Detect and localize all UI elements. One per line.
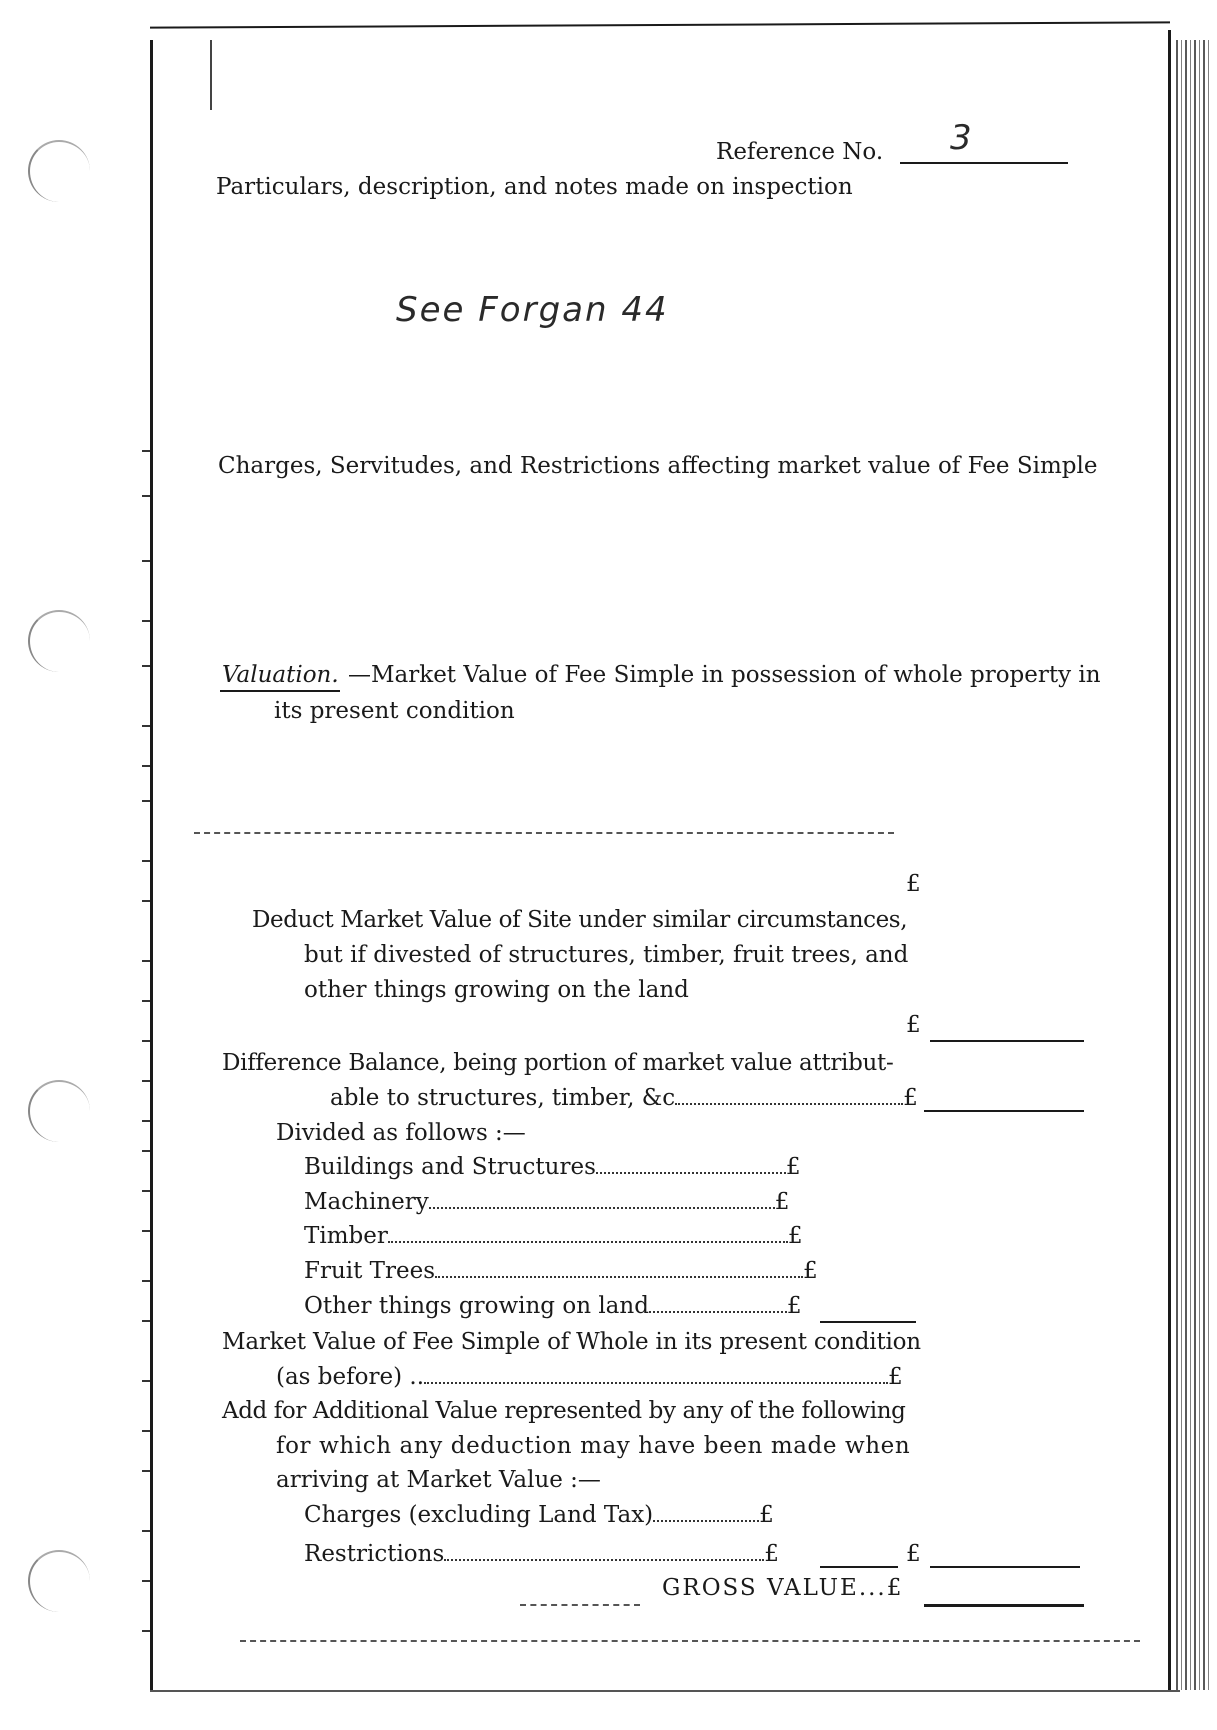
- valuation-text-2: its present condition: [274, 698, 515, 724]
- particulars-label: Particulars, description, and notes made on inspection: [216, 174, 853, 200]
- gross-value-row: [662, 1574, 903, 1602]
- deduct-line-3: other things growing on the land: [304, 977, 689, 1003]
- difference-line-2: able to structures, timber, &c: [330, 1085, 676, 1111]
- gross-value-line: [924, 1604, 1084, 1607]
- charges-heading: Charges, Servitudes, and Restrictions affecting market value of Fee Simple: [218, 453, 1098, 479]
- divided-subtotal-line: [820, 1321, 916, 1323]
- market-line-1: Market Value of Fee Simple of Whole in its present condition: [222, 1329, 921, 1355]
- divided-label: Divided as follows :—: [276, 1120, 526, 1146]
- add-total-line: [930, 1566, 1080, 1568]
- bottom-dashed-line: [240, 1640, 1140, 1642]
- add-total-pound-sign: £: [906, 1541, 921, 1567]
- divided-item-timber: Timber £: [304, 1223, 803, 1249]
- particulars-handwritten-note: See Forgan 44: [396, 290, 669, 330]
- punch-hole-1: [28, 140, 90, 202]
- gross-value-label: GROSS VALUE...: [662, 1575, 887, 1601]
- gross-dashed-line: [520, 1604, 640, 1606]
- add-line-3: arriving at Market Value :—: [276, 1467, 601, 1493]
- difference-pound-sign: £: [903, 1085, 918, 1111]
- reference-label: Reference No.: [716, 139, 884, 165]
- top-page-edge: [150, 21, 1170, 28]
- difference-total-line: [924, 1110, 1084, 1112]
- valuation-underline: [220, 690, 340, 692]
- deduct-total-line: [930, 1040, 1084, 1042]
- left-page-edge: [150, 40, 153, 1690]
- add-subtotal-line: [820, 1566, 898, 1568]
- reference-value: 3: [950, 118, 974, 158]
- divided-item-machinery: Machinery £: [304, 1189, 790, 1215]
- right-stacked-page-edges: [1176, 40, 1212, 1690]
- punch-hole-3: [28, 1080, 90, 1142]
- deduct-line-2: but if divested of structures, timber, fruit trees, and: [304, 942, 909, 968]
- deduct-line-1: Deduct Market Value of Site under similar circumstances,: [252, 907, 908, 933]
- punch-hole-2: [28, 610, 90, 672]
- add-item-charges: Charges (excluding Land Tax) £: [304, 1502, 774, 1528]
- difference-line-2-row: [330, 1084, 918, 1112]
- valuation-dashed-line: [194, 832, 894, 834]
- divided-item-other-things: Other things growing on land £: [304, 1293, 802, 1319]
- add-line-2: for which any deduction may have been made when: [276, 1433, 911, 1459]
- add-line-1: Add for Additional Value represented by any of the following: [222, 1398, 906, 1424]
- valuation-text-1: —Market Value of Fee Simple in possession of whole property in: [348, 662, 1101, 688]
- deduct-pound-sign: £: [906, 1012, 921, 1038]
- market-line-2-row: (as before) .. £: [276, 1364, 903, 1390]
- right-page-edge: [1168, 30, 1171, 1690]
- difference-dot-leader: [675, 1102, 903, 1105]
- top-left-fold-mark: [210, 40, 212, 110]
- valuation-pound-sign: £: [906, 871, 921, 897]
- add-item-restrictions: Restrictions £: [304, 1541, 779, 1567]
- difference-line-1: Difference Balance, being portion of market value attribut-: [222, 1050, 894, 1076]
- bottom-page-edge: [150, 1690, 1180, 1692]
- gross-value-pound-sign: £: [886, 1575, 904, 1601]
- reference-underline: [900, 162, 1068, 164]
- divided-item-fruit-trees: Fruit Trees £: [304, 1258, 818, 1284]
- valuation-label: Valuation.: [222, 662, 339, 688]
- divided-item-buildings: Buildings and Structures £: [304, 1154, 801, 1180]
- punch-hole-4: [28, 1550, 90, 1612]
